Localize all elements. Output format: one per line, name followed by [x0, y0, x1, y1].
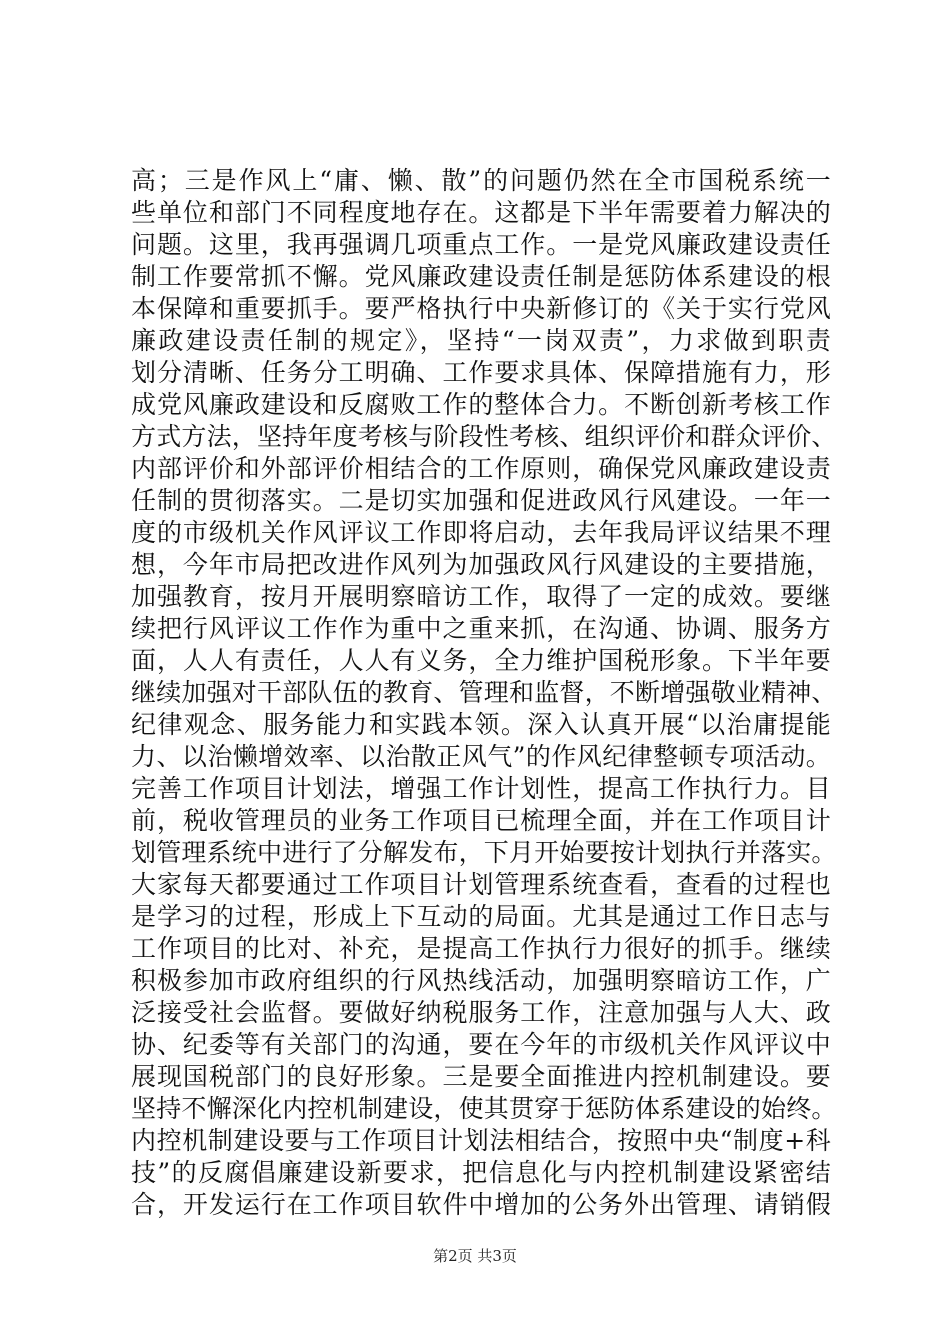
text-line: 本保障和重要抓手。要严格执行中央新修订的《关于实行党风: [131, 294, 831, 323]
text-line: 问题。这里，我再强调几项重点工作。一是党风廉政建设责任: [131, 230, 831, 259]
text-line: 积极参加市政府组织的行风热线活动，加强明察暗访工作，广: [131, 966, 831, 995]
text-line: 划管理系统中进行了分解发布，下月开始要按计划执行并落实。: [131, 838, 837, 867]
text-line: 技”的反腐倡廉建设新要求，把信息化与内控机制建设紧密结: [131, 1158, 831, 1187]
text-line: 合，开发运行在工作项目软件中增加的公务外出管理、请销假: [131, 1190, 831, 1219]
text-line: 廉政建设责任制的规定》，坚持“一岗双责”，力求做到职责: [131, 326, 831, 355]
text-line: 力、以治懒增效率、以治散正风气”的作风纪律整顿专项活动。: [131, 742, 831, 771]
text-line: 纪律观念、服务能力和实践本领。深入认真开展“以治庸提能: [131, 710, 831, 739]
body-text: [131, 165, 837, 1221]
text-line: 继续加强对干部队伍的教育、管理和监督，不断增强敬业精神、: [131, 678, 837, 707]
text-line: 内控机制建设要与工作项目计划法相结合，按照中央“制度+科: [131, 1126, 831, 1155]
text-line: 续把行风评议工作作为重中之重来抓，在沟通、协调、服务方: [131, 614, 831, 643]
text-line: 内部评价和外部评价相结合的工作原则，确保党风廉政建设责: [131, 454, 831, 483]
text-line: 工作项目的比对、补充，是提高工作执行力很好的抓手。继续: [131, 934, 831, 963]
text-line: 完善工作项目计划法，增强工作计划性，提高工作执行力。目: [131, 774, 831, 803]
text-line: 面，人人有责任，人人有义务，全力维护国税形象。下半年要: [131, 646, 831, 675]
text-line: 些单位和部门不同程度地存在。这都是下半年需要着力解决的: [131, 198, 831, 227]
text-line: 划分清晰、任务分工明确、工作要求具体、保障措施有力，形: [131, 358, 831, 387]
text-line: 任制的贯彻落实。二是切实加强和促进政风行风建设。一年一: [131, 486, 831, 515]
text-line: 大家每天都要通过工作项目计划管理系统查看，查看的过程也: [131, 870, 831, 899]
text-line: 想，今年市局把改进作风列为加强政风行风建设的主要措施，: [131, 550, 831, 579]
page-number-footer: 第2页 共3页: [433, 1247, 517, 1265]
text-line: 泛接受社会监督。要做好纳税服务工作，注意加强与人大、政: [131, 998, 831, 1027]
text-line: 是学习的过程，形成上下互动的局面。尤其是通过工作日志与: [131, 902, 831, 931]
text-line: 坚持不懈深化内控机制建设，使其贯穿于惩防体系建设的始终。: [131, 1094, 837, 1123]
text-line: 度的市级机关作风评议工作即将启动，去年我局评议结果不理: [131, 518, 831, 547]
text-line: 制工作要常抓不懈。党风廉政建设责任制是惩防体系建设的根: [131, 262, 831, 291]
text-line: 方式方法，坚持年度考核与阶段性考核、组织评价和群众评价、: [131, 422, 837, 451]
text-line: 协、纪委等有关部门的沟通，要在今年的市级机关作风评议中: [131, 1030, 831, 1059]
text-line: 高；三是作风上“庸、懒、散”的问题仍然在全市国税系统一: [131, 166, 831, 195]
text-line: 加强教育，按月开展明察暗访工作，取得了一定的成效。要继: [131, 582, 831, 611]
text-line: 成党风廉政建设和反腐败工作的整体合力。不断创新考核工作: [131, 390, 831, 419]
text-line: 展现国税部门的良好形象。三是要全面推进内控机制建设。要: [131, 1062, 831, 1091]
text-line: 前，税收管理员的业务工作项目已梳理全面，并在工作项目计: [131, 806, 831, 835]
